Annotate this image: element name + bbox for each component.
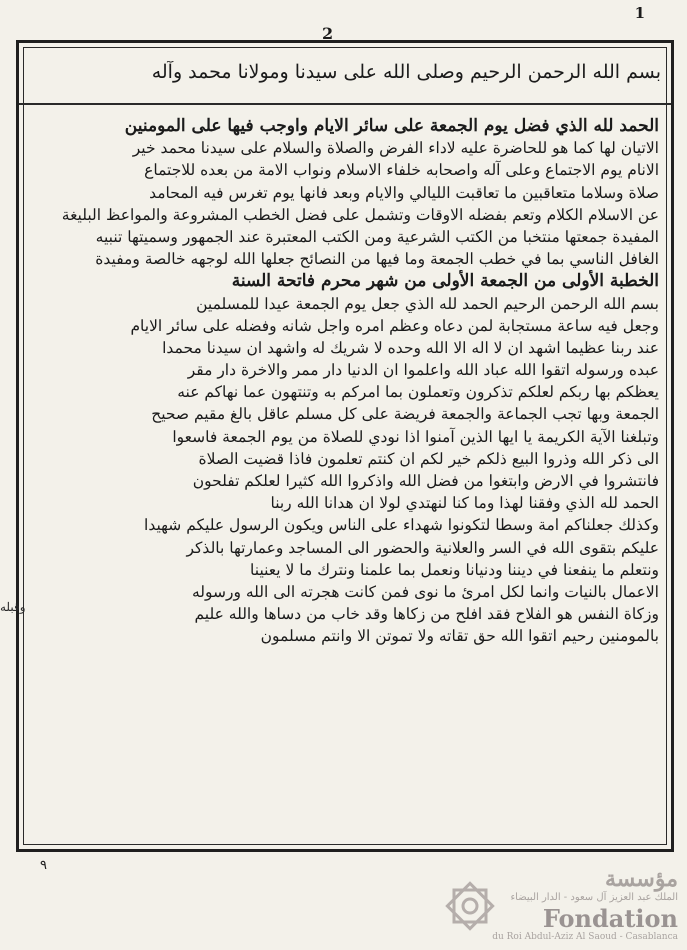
- bottom-mark: ٩: [40, 858, 47, 873]
- manuscript-line: عند ربنا عظيما اشهد ان لا اله الا الله وحده لا شريك له واشهد ان سيدنا محمدا: [162, 338, 659, 357]
- manuscript-line: عبده ورسوله اتقوا الله عباد الله واعلموا ان الدنيا دار ممر والاخرة دار مقر: [187, 361, 659, 380]
- manuscript-line: الحمد لله الذي فضل يوم الجمعة على سائر الايام واوجب فيها على المومنين: [124, 116, 659, 136]
- manuscript-line: الاعمال بالنيات وانما لكل امرئ ما نوى فمن كانت هجرته الى الله ورسوله: [191, 582, 659, 601]
- manuscript-line: الجمعة وبها تجب الجماعة والجمعة فريضة على كل مسلم عاقل بالغ مقيم صحيح: [151, 405, 659, 424]
- manuscript-line: الحمد لله الذي وفقنا لهذا وما كنا لنهتدي لولا ان هدانا الله ربنا: [270, 494, 659, 513]
- logo-arabic-title: مؤسسة: [604, 866, 678, 892]
- manuscript-line: يعظكم بها ربكم لعلكم تذكرون وتعملون بما امركم به وتنتهون عما نهاكم عنه: [177, 383, 659, 402]
- margin-note: وقبله: [0, 600, 26, 614]
- logo-french-title: Fondation: [542, 904, 678, 933]
- page-number: 1: [634, 4, 645, 22]
- manuscript-line: الاتيان لها كما هو للحاضرة عليه لاداء الفرض والصلاة والسلام على سيدنا محمد خير: [132, 139, 659, 158]
- manuscript-frame: [16, 40, 674, 852]
- manuscript-line: عليكم بتقوى الله في السر والعلانية والحضور الى المساجد وعمارتها بالذكر: [186, 538, 659, 557]
- manuscript-line: ونتعلم ما ينفعنا في ديننا ودنيانا ونعمل بما علمنا ونترك ما لا يعنينا: [250, 560, 659, 579]
- basmala-header: بسم الله الرحمن الرحيم وصلى الله على سيدنا ومولانا محمد وآله: [151, 61, 661, 83]
- manuscript-body: [31, 115, 659, 835]
- manuscript-line: بسم الله الرحمن الرحيم الحمد لله الذي جعل يوم الجمعة عيدا للمسلمين: [196, 294, 659, 313]
- logo-french-subtitle: du Roi Abdul-Aziz Al Saoud - Casablanca: [492, 932, 678, 942]
- manuscript-line: صلاة وسلاما متعاقبين ما تعاقبت الليالي والايام وبعد فانها يوم تغرس فيه المحامد: [149, 183, 659, 202]
- manuscript-line: وتبلغنا الآية الكريمة يا ايها الذين آمنوا اذا نودي للصلاة من يوم الجمعة فاسعوا: [172, 427, 659, 446]
- star-emblem-icon: [440, 876, 500, 936]
- foundation-logo: [440, 866, 678, 946]
- manuscript-line: الغافل الناسي بما في خطب الجمعة وما فيها من النصائح جعلها الله لوجهه خالصة ومفيدة: [95, 250, 659, 269]
- manuscript-line: عن الاسلام الكلام وتعم بفضله الاوقات وتشمل على فضل الخطب المشروعة والمواعظ البليغة: [61, 205, 659, 224]
- manuscript-line: وكذلك جعلناكم امة وسطا لتكونوا شهداء على الناس ويكون الرسول عليكم شهيدا: [144, 516, 659, 535]
- manuscript-line: المفيدة جمعتها منتخبا من الكتب الشرعية ومن الكتب المعتبرة عند الجمهور وسميتها تنبيه: [95, 227, 659, 246]
- manuscript-line: الى ذكر الله وذروا البيع ذلكم خير لكم ان كنتم تعلمون فاذا قضيت الصلاة: [198, 449, 659, 468]
- manuscript-line: بالمومنين رحيم اتقوا الله حق تقاته ولا تموتن الا وانتم مسلمون: [260, 627, 659, 646]
- manuscript-line: الانام يوم الاجتماع وعلى آله واصحابه خلفاء الاسلام ونواب الامة من بعده للاجتماع: [144, 161, 659, 180]
- logo-arabic-subtitle: الملك عبد العزيز آل سعود - الدار البيضاء: [510, 892, 678, 903]
- manuscript-line: الخطبة الأولى من الجمعة الأولى من شهر محرم فاتحة السنة: [231, 271, 659, 292]
- manuscript-line: وجعل فيه ساعة مستجابة لمن دعاه وعظم امره واجل شانه وفضله على سائر الايام: [130, 316, 659, 335]
- manuscript-line: فانتشروا في الارض وابتغوا من فضل الله واذكروا الله كثيرا لعلكم تفلحون: [192, 472, 659, 490]
- header-band: [19, 43, 671, 105]
- manuscript-line: وزكاة النفس هو الفلاح فقد افلح من زكاها وقد خاب من دساها والله عليم: [194, 605, 659, 624]
- folio-number: 2: [322, 24, 334, 43]
